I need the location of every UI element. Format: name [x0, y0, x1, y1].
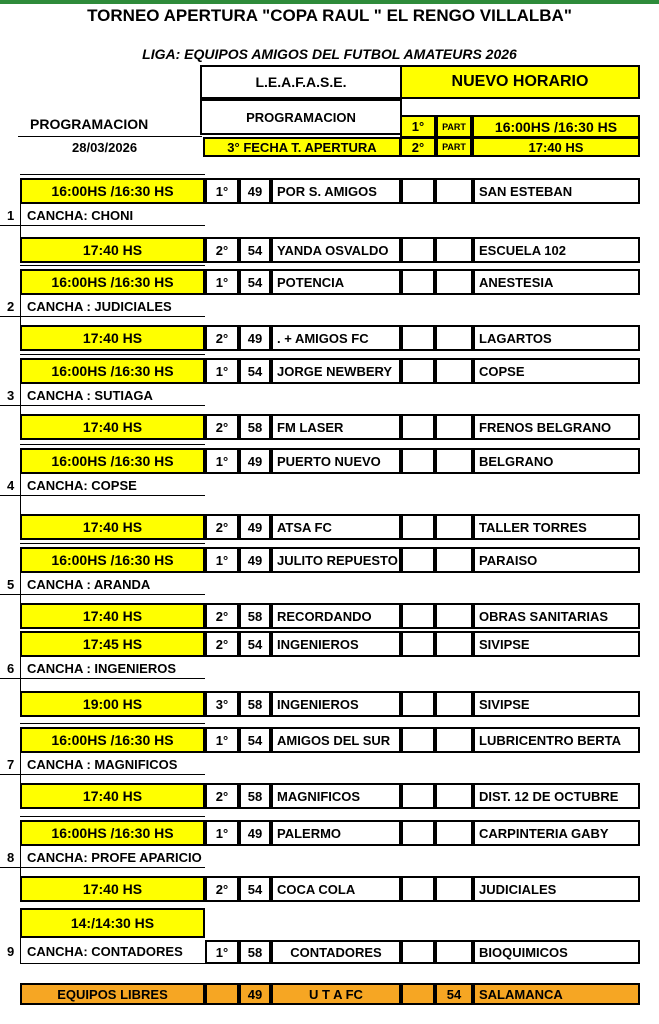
- part1-label: PART: [436, 115, 472, 137]
- libres-gap2: [401, 983, 435, 1005]
- block-top-line: [20, 816, 205, 817]
- match-first-ord: 1°: [205, 820, 239, 846]
- match-first-score-away: [435, 269, 473, 295]
- part2-time: 17:40 HS: [472, 137, 640, 157]
- match-second-score-away: [435, 876, 473, 902]
- libres-label: EQUIPOS LIBRES: [20, 983, 205, 1005]
- block-cancha: CANCHA : JUDICIALES: [27, 299, 172, 314]
- match-first-score-home: [401, 727, 435, 753]
- block9-number: 9: [7, 944, 15, 959]
- block-cancha: CANCHA : SUTIAGA: [27, 388, 153, 403]
- match-second-score-home: [401, 691, 435, 717]
- block-top-line: [20, 354, 205, 355]
- match-second-score-away: [435, 783, 473, 809]
- block-number: 3: [7, 388, 15, 403]
- match-second-time: 17:40 HS: [20, 414, 205, 440]
- block-top-line: [20, 543, 205, 544]
- match-second-score-home: [401, 325, 435, 351]
- match-first-home: PUERTO NUEVO: [271, 448, 401, 474]
- libres-cat1: 49: [239, 983, 271, 1005]
- block-cancha: CANCHA : ARANDA: [27, 577, 151, 592]
- block9-vs1: [401, 940, 435, 964]
- match-second-away: OBRAS SANITARIAS: [473, 603, 640, 629]
- match-first-score-home: [401, 178, 435, 204]
- program-date: 28/03/2026: [72, 139, 138, 155]
- match-second-cat: 58: [239, 783, 271, 809]
- block-top-line: [20, 627, 205, 628]
- match-first-home: AMIGOS DEL SUR: [271, 727, 401, 753]
- match-second-ord: 2°: [205, 783, 239, 809]
- match-first-score-away: [435, 547, 473, 573]
- match-second-score-away: [435, 414, 473, 440]
- match-second-score-home: [401, 414, 435, 440]
- match-second-score-away: [435, 603, 473, 629]
- block-top-line: [20, 444, 205, 445]
- match-second-score-away: [435, 237, 473, 263]
- match-first-time: 16:00HS /16:30 HS: [20, 269, 205, 295]
- match-second-home: RECORDANDO: [271, 603, 401, 629]
- match-second-ord: 2°: [205, 603, 239, 629]
- match-second-home: INGENIEROS: [271, 691, 401, 717]
- match-first-cat: 54: [239, 269, 271, 295]
- match-second-away: JUDICIALES: [473, 876, 640, 902]
- block-cancha-underline: [0, 594, 205, 595]
- block-number: 5: [7, 577, 15, 592]
- org-box: L.E.A.F.A.S.E.: [200, 65, 402, 99]
- block9-cat: 58: [239, 940, 271, 964]
- libres-team2: SALAMANCA: [473, 983, 640, 1005]
- match-second-ord: 3°: [205, 691, 239, 717]
- block-cancha: CANCHA : MAGNIFICOS: [27, 757, 178, 772]
- match-second-ord: 2°: [205, 876, 239, 902]
- block-cancha-underline: [0, 774, 205, 775]
- match-first-away: ANESTESIA: [473, 269, 640, 295]
- match-second-cat: 58: [239, 414, 271, 440]
- match-first-cat: 54: [239, 727, 271, 753]
- match-second-home: ATSA FC: [271, 514, 401, 540]
- match-second-score-home: [401, 237, 435, 263]
- match-first-cat: 54: [239, 358, 271, 384]
- block9-cancha: CANCHA: CONTADORES: [27, 944, 183, 959]
- match-first-away: LUBRICENTRO BERTA: [473, 727, 640, 753]
- match-first-home: PALERMO: [271, 820, 401, 846]
- block-cancha: CANCHA : INGENIEROS: [27, 661, 177, 676]
- match-second-home: . + AMIGOS FC: [271, 325, 401, 351]
- match-first-cat: 49: [239, 448, 271, 474]
- match-second-score-away: [435, 325, 473, 351]
- match-second-score-away: [435, 691, 473, 717]
- match-first-time: 16:00HS /16:30 HS: [20, 178, 205, 204]
- match-second-ord: 2°: [205, 237, 239, 263]
- match-second-cat: 49: [239, 325, 271, 351]
- match-second-time: 17:40 HS: [20, 603, 205, 629]
- match-first-score-away: [435, 358, 473, 384]
- match-second-score-home: [401, 603, 435, 629]
- libres-gap1: [205, 983, 239, 1005]
- block9-underline: [20, 963, 205, 964]
- match-second-time: 17:40 HS: [20, 783, 205, 809]
- match-second-home: YANDA OSVALDO: [271, 237, 401, 263]
- libres-team1: U T A FC: [271, 983, 401, 1005]
- match-first-ord: 1°: [205, 547, 239, 573]
- match-first-score-home: [401, 820, 435, 846]
- match-second-time: 17:40 HS: [20, 325, 205, 351]
- block-top-line: [20, 723, 205, 724]
- match-second-cat: 49: [239, 514, 271, 540]
- nuevo-horario-box: NUEVO HORARIO: [400, 65, 640, 99]
- part1-ord: 1°: [400, 115, 436, 137]
- match-first-score-home: [401, 631, 435, 657]
- header-underline: [18, 136, 202, 137]
- programacion-label: PROGRAMACION: [30, 116, 149, 132]
- match-second-away: ESCUELA 102: [473, 237, 640, 263]
- block9-ord: 1°: [205, 940, 239, 964]
- match-first-time: 16:00HS /16:30 HS: [20, 547, 205, 573]
- match-first-ord: 1°: [205, 358, 239, 384]
- match-first-score-home: [401, 547, 435, 573]
- page-title: TORNEO APERTURA "COPA RAUL " EL RENGO VILLALBA": [87, 6, 572, 25]
- match-first-time: 17:45 HS: [20, 631, 205, 657]
- block-cancha: CANCHA: CHONI: [27, 208, 134, 223]
- match-second-score-away: [435, 514, 473, 540]
- block-cancha: CANCHA: PROFE APARICIO: [27, 850, 202, 865]
- match-first-away: SIVIPSE: [473, 631, 640, 657]
- block-cancha-underline: [0, 225, 205, 226]
- programacion-box: PROGRAMACION: [200, 99, 402, 135]
- match-second-cat: 58: [239, 691, 271, 717]
- block-cancha-underline: [0, 678, 205, 679]
- match-first-cat: 49: [239, 178, 271, 204]
- block9-home: CONTADORES: [271, 940, 401, 964]
- match-first-away: SAN ESTEBAN: [473, 178, 640, 204]
- match-first-ord: 1°: [205, 448, 239, 474]
- block-number: 2: [7, 299, 15, 314]
- match-second-ord: 2°: [205, 325, 239, 351]
- match-first-score-away: [435, 178, 473, 204]
- match-first-score-away: [435, 727, 473, 753]
- match-second-home: COCA COLA: [271, 876, 401, 902]
- match-second-home: FM LASER: [271, 414, 401, 440]
- part2-ord: 2°: [400, 137, 436, 157]
- match-second-away: LAGARTOS: [473, 325, 640, 351]
- match-first-away: BELGRANO: [473, 448, 640, 474]
- match-second-score-home: [401, 876, 435, 902]
- match-first-ord: 1°: [205, 178, 239, 204]
- match-first-away: COPSE: [473, 358, 640, 384]
- match-first-time: 16:00HS /16:30 HS: [20, 727, 205, 753]
- block-number: 8: [7, 850, 15, 865]
- match-first-home: JORGE NEWBERY: [271, 358, 401, 384]
- match-second-ord: 2°: [205, 414, 239, 440]
- match-second-score-home: [401, 783, 435, 809]
- block-top-line: [20, 265, 205, 266]
- match-first-cat: 49: [239, 820, 271, 846]
- block-number: 1: [7, 208, 15, 223]
- match-second-ord: 2°: [205, 514, 239, 540]
- match-second-cat: 54: [239, 876, 271, 902]
- match-first-time: 16:00HS /16:30 HS: [20, 358, 205, 384]
- match-first-ord: 1°: [205, 269, 239, 295]
- block-cancha-underline: [0, 495, 205, 496]
- match-first-ord: 1°: [205, 727, 239, 753]
- match-second-home: MAGNIFICOS: [271, 783, 401, 809]
- match-second-away: DIST. 12 DE OCTUBRE: [473, 783, 640, 809]
- match-second-away: TALLER TORRES: [473, 514, 640, 540]
- top-green-bar: [0, 0, 659, 4]
- page-subtitle: LIGA: EQUIPOS AMIGOS DEL FUTBOL AMATEURS 2026: [142, 46, 517, 62]
- block-number: 6: [7, 661, 15, 676]
- match-second-cat: 58: [239, 603, 271, 629]
- match-second-time: 17:40 HS: [20, 876, 205, 902]
- match-first-home: INGENIEROS: [271, 631, 401, 657]
- match-first-away: CARPINTERIA GABY: [473, 820, 640, 846]
- part1-time: 16:00HS /16:30 HS: [472, 115, 640, 137]
- match-second-time: 17:40 HS: [20, 514, 205, 540]
- block-cancha: CANCHA: COPSE: [27, 478, 137, 493]
- match-first-score-away: [435, 631, 473, 657]
- match-second-time: 17:40 HS: [20, 237, 205, 263]
- match-first-cat: 49: [239, 547, 271, 573]
- match-first-ord: 2°: [205, 631, 239, 657]
- block-cancha-underline: [0, 867, 205, 868]
- match-second-away: FRENOS BELGRANO: [473, 414, 640, 440]
- block-number: 4: [7, 478, 15, 493]
- match-first-cat: 54: [239, 631, 271, 657]
- block-cancha-underline: [0, 316, 205, 317]
- block-cancha-underline: [0, 405, 205, 406]
- match-first-home: JULITO REPUESTO: [271, 547, 401, 573]
- match-first-score-home: [401, 358, 435, 384]
- block9-left-line: [20, 938, 21, 964]
- match-second-cat: 54: [239, 237, 271, 263]
- block9-away: BIOQUIMICOS: [473, 940, 640, 964]
- match-first-away: PARAISO: [473, 547, 640, 573]
- match-first-home: POTENCIA: [271, 269, 401, 295]
- block9-time: 14:/14:30 HS: [20, 908, 205, 938]
- match-first-score-away: [435, 448, 473, 474]
- fecha-box: 3° FECHA T. APERTURA: [203, 137, 401, 157]
- match-first-score-home: [401, 448, 435, 474]
- match-first-time: 16:00HS /16:30 HS: [20, 820, 205, 846]
- match-first-score-away: [435, 820, 473, 846]
- block-top-line: [20, 174, 205, 175]
- part2-label: PART: [436, 137, 472, 157]
- match-first-home: POR S. AMIGOS: [271, 178, 401, 204]
- match-first-time: 16:00HS /16:30 HS: [20, 448, 205, 474]
- libres-cat2: 54: [435, 983, 473, 1005]
- match-second-score-home: [401, 514, 435, 540]
- block-number: 7: [7, 757, 15, 772]
- match-second-away: SIVIPSE: [473, 691, 640, 717]
- match-second-time: 19:00 HS: [20, 691, 205, 717]
- block9-vs2: [435, 940, 473, 964]
- match-first-score-home: [401, 269, 435, 295]
